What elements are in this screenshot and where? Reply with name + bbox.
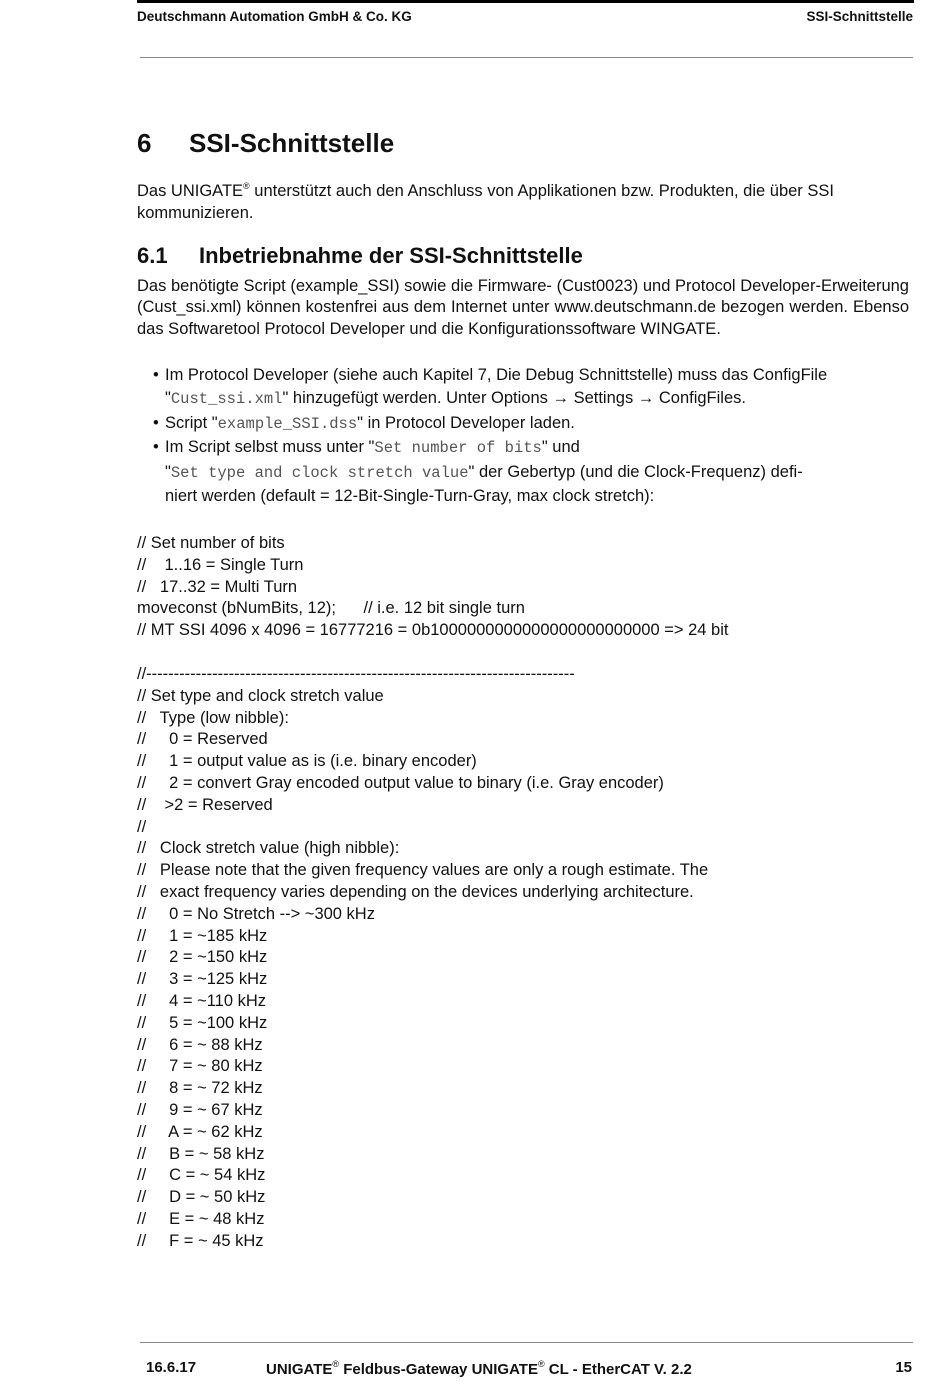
code-line: // 0 = Reserved (137, 730, 268, 749)
bullet-text: Im Script selbst muss unter " (165, 438, 375, 457)
code-line: // Type (low nibble): (137, 708, 289, 727)
code-line: // 1 = ~185 kHz (137, 926, 268, 945)
code-line: // >2 = Reserved (137, 795, 273, 814)
section-heading (137, 241, 909, 271)
registered-mark: ® (243, 181, 250, 191)
footer-title (266, 1359, 692, 1378)
intro-text-end: unterstützt auch den Anschluss von Applikationen bzw. Produkten, die über SSI kommunizieren. (137, 182, 834, 222)
chapter-number: 6 (137, 128, 152, 158)
bullet-text: niert werden (default = 12-Bit-Single-Turn-Gray, max clock stretch): (165, 487, 655, 506)
code-line: //------------------------------------------------------------------------------ (137, 664, 575, 683)
header-rule (140, 57, 913, 58)
header-section: SSI-Schnittstelle (806, 9, 913, 24)
code-line: // 6 = ~ 88 kHz (137, 1035, 263, 1054)
code-string: Set type and clock stretch value (170, 463, 469, 482)
code-line: // D = ~ 50 kHz (137, 1188, 266, 1207)
page-content (137, 126, 909, 1252)
registered-mark: ® (332, 1359, 340, 1369)
bullet-text: Im Protocol Developer (siehe auch Kapitel 7, Die Debug Schnittstelle) muss das ConfigFile (165, 365, 828, 384)
code-line: // F = ~ 45 kHz (137, 1231, 264, 1250)
footer-title-part: CL - EtherCAT V. 2.2 (544, 1361, 692, 1378)
bullet-text: " hinzugefügt werden. Unter Options → Settings → ConfigFiles. (282, 389, 746, 408)
code-line: // Set number of bits (137, 533, 285, 552)
bullet-icon: • (153, 365, 159, 384)
code-line: moveconst (bNumBits, 12); // i.e. 12 bit single turn (137, 599, 525, 618)
code-line: // A = ~ 62 kHz (137, 1122, 263, 1141)
list-item (137, 364, 909, 412)
code-line: // Please note that the given frequency values are only a rough estimate. The (137, 861, 709, 880)
code-string: Set number of bits (374, 439, 542, 458)
code-filename: example_SSI.dss (217, 414, 358, 433)
setup-steps-list (137, 364, 909, 509)
code-line: // 5 = ~100 kHz (137, 1013, 268, 1032)
chapter-heading (137, 126, 909, 160)
header-company: Deutschmann Automation GmbH & Co. KG (137, 9, 412, 24)
footer-date: 16.6.17 (146, 1359, 197, 1376)
quote-mark: " (165, 389, 171, 408)
intro-text-start: Das UNIGATE (137, 182, 244, 200)
bullet-text: " in Protocol Developer laden. (357, 413, 575, 432)
intro-paragraph (137, 176, 909, 225)
section-number: 6.1 (137, 242, 168, 268)
bullet-icon: • (153, 438, 159, 457)
header-top-bar (137, 0, 914, 3)
code-line: // Set type and clock stretch value (137, 686, 384, 705)
code-line: // (137, 817, 147, 836)
footer-title-part: Feldbus-Gateway UNIGATE (339, 1361, 538, 1378)
section-title: Inbetriebnahme der SSI-Schnittstelle (199, 242, 583, 268)
code-line: // 7 = ~ 80 kHz (137, 1057, 263, 1076)
page-number: 15 (895, 1359, 912, 1376)
chapter-title: SSI-Schnittstelle (189, 128, 395, 158)
code-line: // Clock stretch value (high nibble): (137, 839, 400, 858)
registered-mark: ® (537, 1359, 545, 1369)
bullet-icon: • (153, 413, 159, 432)
footer-title-part: UNIGATE (266, 1361, 333, 1378)
code-line: // 17..32 = Multi Turn (137, 577, 298, 596)
list-item (137, 412, 909, 437)
code-block-clock (137, 664, 909, 1253)
code-line: // 9 = ~ 67 kHz (137, 1100, 263, 1119)
code-line: // 1..16 = Single Turn (137, 555, 304, 574)
code-line: // B = ~ 58 kHz (137, 1144, 265, 1163)
code-line: // exact frequency varies depending on the devices underlying architecture. (137, 882, 694, 901)
code-line: // 1 = output value as is (i.e. binary encoder) (137, 752, 477, 771)
code-line: // 3 = ~125 kHz (137, 970, 268, 989)
bullet-text: Script " (165, 413, 218, 432)
footer-rule (140, 1342, 913, 1343)
code-line: // MT SSI 4096 x 4096 = 16777216 = 0b1000000000000000000000000 => 24 bit (137, 621, 729, 640)
code-line: // C = ~ 54 kHz (137, 1166, 266, 1185)
code-line: // 8 = ~ 72 kHz (137, 1079, 263, 1098)
code-line: // 4 = ~110 kHz (137, 991, 267, 1010)
bullet-text: " der Gebertyp (und die Clock-Frequenz) defi- (468, 462, 803, 481)
setup-paragraph: Das benötigte Script (example_SSI) sowie die Firmware- (Cust0023) und Protocol Developer-Erweiterung (Cust_ssi.xml) können kostenfrei aus dem Internet unter www.deutschmann.de bezogen werden. Ebenso das Softwaretool Protocol Developer und die Konfigurationssoftware WINGATE. (137, 276, 909, 339)
code-block-bits (137, 533, 909, 642)
code-filename: Cust_ssi.xml (170, 390, 283, 409)
code-line: // 0 = No Stretch --> ~300 kHz (137, 904, 375, 923)
code-line: // 2 = ~150 kHz (137, 948, 268, 967)
list-item (137, 436, 909, 509)
bullet-text: " und (541, 438, 580, 457)
quote-mark: " (165, 462, 171, 481)
code-line: // 2 = convert Gray encoded output value to binary (i.e. Gray encoder) (137, 773, 664, 792)
code-line: // E = ~ 48 kHz (137, 1209, 265, 1228)
